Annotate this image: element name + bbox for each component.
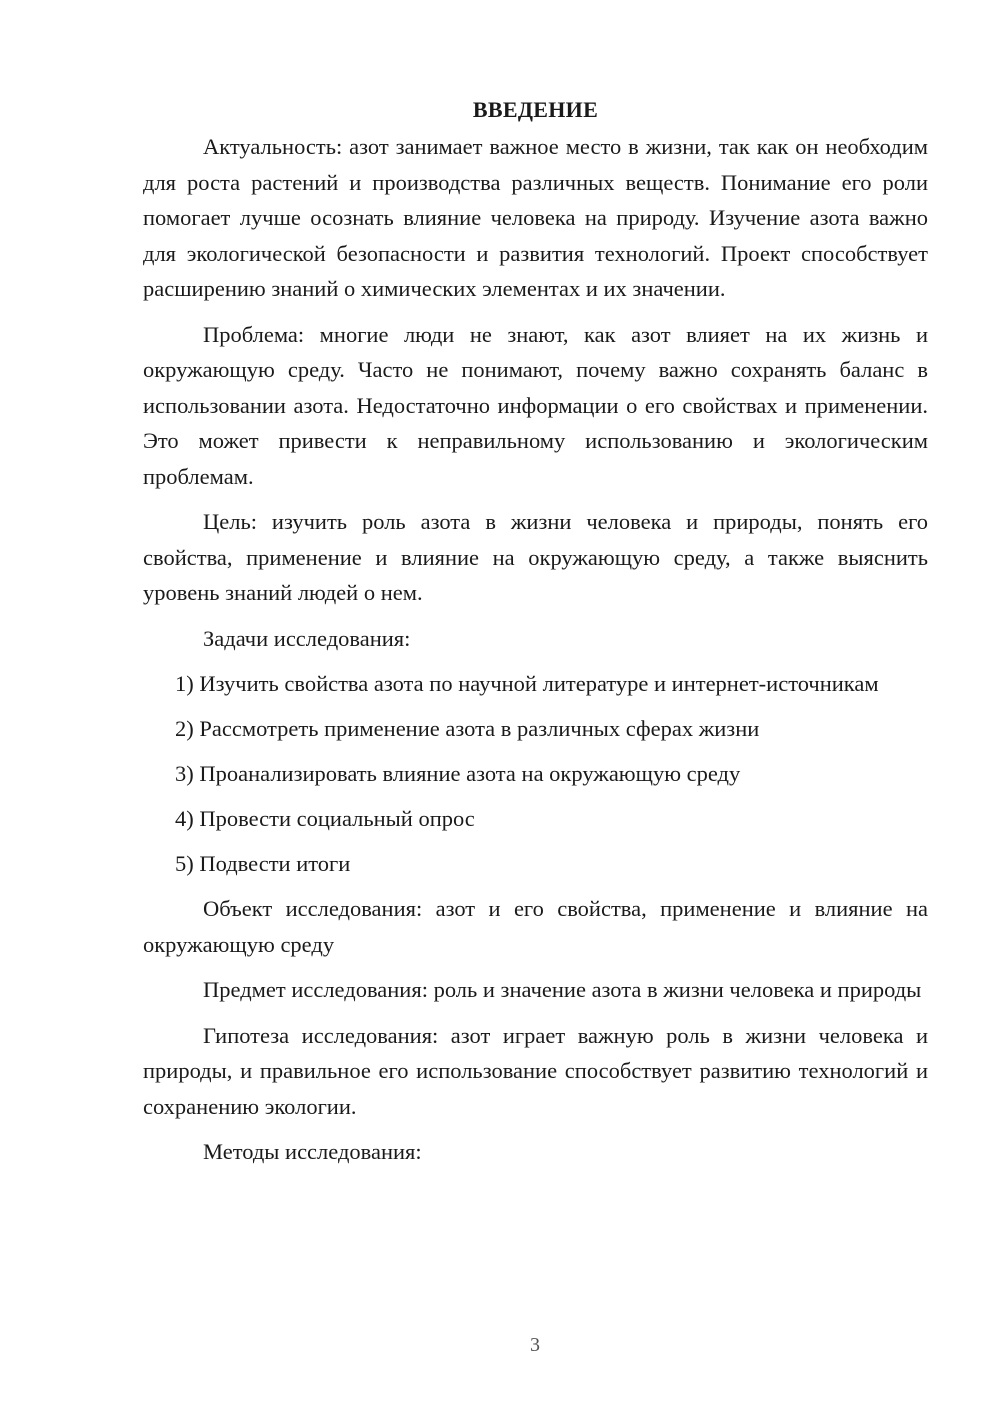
page-number: 3 [530,1334,540,1356]
section-title: ВВЕДЕНИЕ [472,97,599,122]
task-item-4: 4) Провести социальный опрос [175,806,475,831]
task-item-1: 1) Изучить свойства азота по научной литературе и интернет-источникам [175,671,879,696]
task-item-3: 3) Проанализировать влияние азота на окружающую среду [175,761,741,786]
goal-paragraph: Цель: изучить роль азота в жизни человека и природы, понять его свойства, применение и влияние на окружающую среду, а также выяснить уровень знаний людей о нем. [143,509,928,605]
hypothesis-paragraph: Гипотеза исследования: азот играет важную роль в жизни человека и природы, и правильное его использование способствует развитию технологий и сохранению экологии. [143,1022,928,1119]
object-paragraph: Объект исследования: азот и его свойства, применение и влияние на окружающую среду [143,896,928,957]
subject-paragraph: Предмет исследования: роль и значение азота в жизни человека и природы [203,977,922,1002]
task-item-2: 2) Рассмотреть применение азота в различных сферах жизни [175,716,760,741]
relevance-paragraph: Актуальность: азот занимает важное место в жизни, так как он необходим для роста растений и производства различных веществ. Понимание его роли помогает лучше осознать влияние человека на природу. Изучение азота важно для экологической безопасности и развития технологий. Проект способствует расширению знаний о химических элементах и их значении. [143,134,928,301]
task-item-5: 5) Подвести итоги [175,851,351,876]
problem-paragraph: Проблема: многие люди не знают, как азот влияет на их жизнь и окружающую среду. Часто не понимают, почему важно сохранять баланс в использовании азота. Недостаточно информации о его свойствах и применении. Это может привести к неправильному использованию и экологическим проблемам. [143,321,928,489]
document-page [143,92,928,1180]
methods-heading: Методы исследования: [203,1139,422,1164]
tasks-heading: Задачи исследования: [203,625,411,651]
